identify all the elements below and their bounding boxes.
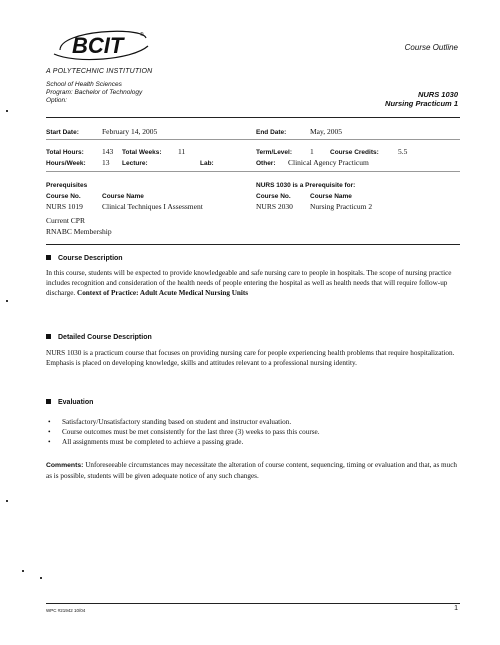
prereq-for-col-course-no: Course No. (256, 193, 291, 200)
school-info (46, 81, 142, 105)
divider-prereq (46, 244, 460, 245)
divider-footer (46, 603, 460, 604)
institution-tagline: A POLYTECHNIC INSTITUTION (46, 68, 153, 75)
scan-speck (6, 110, 8, 112)
total-hours-label: Total Hours: (46, 149, 84, 156)
prereq-col-course-no: Course No. (46, 193, 81, 200)
scan-speck (40, 577, 42, 579)
total-weeks-label: Total Weeks: (122, 149, 162, 156)
hours-week-value: 13 (102, 158, 110, 167)
other-value: Clinical Agency Practicum (288, 158, 369, 167)
scan-speck (6, 500, 8, 502)
start-date-label: Start Date: (46, 129, 79, 136)
comments-label: Comments: (46, 462, 84, 469)
prereq-for-col-course-name: Course Name (310, 193, 352, 200)
prerequisite-for-title: NURS 1030 is a Prerequisite for: (256, 182, 356, 189)
scan-speck (6, 300, 8, 302)
prereq-course-name: Clinical Techniques I Assessment (102, 202, 203, 211)
logo-wordmark: BCIT (72, 33, 124, 58)
section-square-icon (46, 399, 51, 404)
prerequisites-title: Prerequisites (46, 182, 88, 189)
total-weeks-value: 11 (178, 147, 186, 156)
option-label: Option: (46, 97, 67, 104)
end-date-row (256, 125, 286, 135)
divider-hours (46, 171, 460, 172)
context-of-practice: Context of Practice: Adult Acute Medical Nursing Units (77, 289, 249, 297)
prereq-row (46, 200, 83, 210)
section-square-icon (46, 255, 51, 260)
school-name: School of Health Sciences (46, 81, 122, 88)
credits-label: Course Credits: (330, 149, 379, 156)
prereq-course-no: NURS 1019 (46, 202, 83, 211)
prereq-extra-cpr: Current CPR (46, 216, 85, 225)
hours-week-label: Hours/Week: (46, 160, 86, 167)
description-body: In this course, students will be expected to provide knowledgeable and safe nursing care to people in hospitals. The scope of nursing practice includes recognition and consideration of the health needs of people entering the hospital as well as health needs that will require follow-up discharge. (46, 269, 452, 297)
start-date-row (46, 125, 79, 135)
comments-text: Unforeseeable circumstances may necessitate the alteration of course content, sequencing, timing or evaluation and that, as much as is possible, students will be given adequate notice of any such changes. (46, 461, 458, 480)
detailed-description-heading: Detailed Course Description (46, 334, 152, 341)
course-description-heading: Course Description (46, 255, 123, 262)
prereq-col-course-name: Course Name (102, 193, 144, 200)
lab-label: Lab: (200, 160, 214, 167)
list-item: • Satisfactory/Unsatisfactory standing based on student and instructor evaluation. (46, 417, 460, 427)
comments-paragraph (46, 460, 460, 481)
bcit-logo (46, 20, 156, 68)
footer-doc-code: WPC #21942 10/04 (46, 608, 86, 613)
program-name: Program: Bachelor of Technology (46, 89, 143, 96)
term-value: 1 (310, 147, 314, 156)
course-code: NURS 1030 (417, 90, 458, 99)
term-label: Term/Level: (256, 149, 293, 156)
prereq-extra-rnabc: RNABC Membership (46, 227, 112, 236)
document-type: Course Outline (404, 43, 458, 52)
list-item: • Course outcomes must be met consistently for the last three (3) weeks to pass this course. (46, 427, 460, 437)
scan-speck (22, 570, 24, 572)
divider-header (46, 117, 460, 118)
start-date-value: February 14, 2005 (102, 127, 158, 136)
prereq-for-course-name: Nursing Practicum 2 (310, 202, 373, 211)
list-item: • All assignments must be completed to achieve a passing grade. (46, 437, 460, 447)
course-name: Nursing Practicum 1 (385, 99, 458, 108)
evaluation-list (46, 417, 460, 447)
course-title-block (385, 90, 458, 108)
credits-value: 5.5 (398, 147, 408, 156)
prereq-for-course-no: NURS 2030 (256, 202, 293, 211)
course-description-text (46, 268, 460, 298)
prereq-for-row (256, 200, 293, 210)
section-square-icon (46, 334, 51, 339)
end-date-value: May, 2005 (310, 127, 343, 136)
svg-text:®: ® (140, 32, 144, 38)
lecture-label: Lecture: (122, 160, 148, 167)
evaluation-heading: Evaluation (46, 399, 93, 406)
total-hours-value: 143 (102, 147, 114, 156)
detailed-description-text: NURS 1030 is a practicum course that focuses on providing nursing care for people experiencing health problems that require hospitalization. Emphasis is placed on developing knowledge, skills and attitudes relevant to a professional nursing identity. (46, 349, 455, 367)
end-date-label: End Date: (256, 129, 287, 136)
divider-dates (46, 139, 460, 140)
other-label: Other: (256, 160, 276, 167)
page-number: 1 (454, 605, 458, 612)
